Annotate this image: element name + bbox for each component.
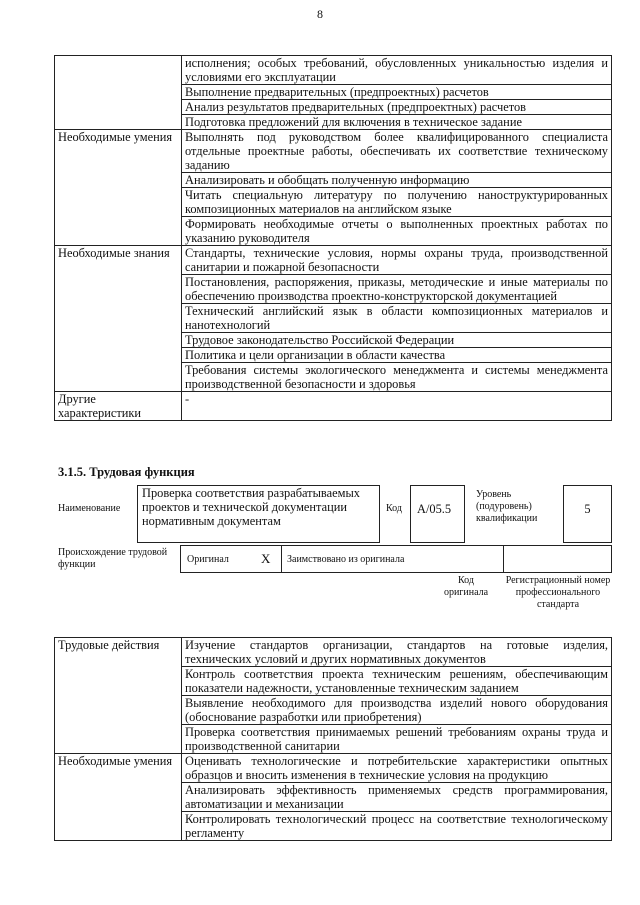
level-value: 5 (584, 502, 591, 516)
skills-table-continued (54, 55, 612, 421)
row-text: Анализировать эффективность применяемых средств программирования, автоматизации и механизации (182, 783, 612, 812)
code-value: А/05.5 (417, 502, 452, 516)
divider (503, 546, 504, 572)
table-row (55, 246, 612, 275)
origin-label: Происхождение трудовой функции (58, 547, 168, 570)
row-text: Подготовка предложений для включения в техническое задание (182, 115, 612, 130)
row-text: Политика и цели организации в области качества (182, 348, 612, 363)
original-mark: X (261, 551, 271, 566)
row-text: Оценивать технологические и потребительские характеристики опытных образцов и вносить изменения в технические условия на продукцию (182, 754, 612, 783)
table-row (55, 392, 612, 421)
origin-box (180, 545, 612, 573)
row-text: Проверка соответствия принимаемых решений требованиям охраны труда и производственной санитарии (182, 725, 612, 754)
divider (281, 546, 282, 572)
function-name-box (137, 485, 380, 543)
table-row (55, 56, 612, 85)
row-text: - (182, 392, 612, 421)
row-text: Выполнять под руководством более квалифицированного специалиста отдельные проектные работы, обеспечивать их соответствие техническому заданию (182, 130, 612, 173)
row-text: Требования системы экологического менеджмента и системы менеджмента производственной безопасности и здоровья (182, 363, 612, 392)
row-text: Контроль соответствия проекта техническим решениям, обеспечивающим показатели надежности, установленные техническим заданием (182, 667, 612, 696)
row-label: Другие характеристики (55, 392, 182, 421)
table-row (55, 130, 612, 173)
name-label: Наименование (58, 503, 121, 514)
labor-function-table (54, 637, 612, 841)
row-label: Трудовые действия (55, 638, 182, 754)
page-number: 8 (317, 7, 323, 21)
table-row (55, 754, 612, 783)
section-heading: 3.1.5. Трудовая функция (58, 465, 195, 479)
row-text: Выполнение предварительных (предпроектных) расчетов (182, 85, 612, 100)
row-text: Постановления, распоряжения, приказы, методические и иные материалы по обеспечению производства проектно-конструкторской документацией (182, 275, 612, 304)
row-text: Изучение стандартов организации, стандартов на готовые изделия, технических условий и других нормативных документов (182, 638, 612, 667)
function-name: Проверка соответствия разрабатываемых проектов и технической документации нормативным документам (142, 486, 360, 528)
table-row (55, 638, 612, 667)
row-text: Анализ результатов предварительных (предпроектных) расчетов (182, 100, 612, 115)
row-text: Стандарты, технические условия, нормы охраны труда, производственной санитарии и пожарной безопасности (182, 246, 612, 275)
row-text: Читать специальную литературу по получению наноструктурированных композиционных материалов на английском языке (182, 188, 612, 217)
row-label: Необходимые умения (55, 754, 182, 841)
level-box (563, 485, 612, 543)
row-text: Формировать необходимые отчеты о выполненных проектных работах по указанию руководителя (182, 217, 612, 246)
row-text: Трудовое законодательство Российской Федерации (182, 333, 612, 348)
row-text: Выявление необходимого для производства изделий нового оборудования (обоснование разработки или приобретения) (182, 696, 612, 725)
code-box (410, 485, 465, 543)
borrowed-label: Заимствовано из оригинала (287, 554, 405, 565)
row-label: Необходимые знания (55, 246, 182, 392)
code-original-caption: Код оригинала (443, 575, 489, 598)
row-label (55, 56, 182, 130)
row-text: Технический английский язык в области композиционных материалов и нанотехнологий (182, 304, 612, 333)
code-label: Код (386, 503, 402, 514)
row-text: Контролировать технологический процесс на соответствие технологическому регламенту (182, 812, 612, 841)
row-text: Анализировать и обобщать полученную информацию (182, 173, 612, 188)
row-text: исполнения; особых требований, обусловленных уникальностью изделия и условиями его эксплуатации (182, 56, 612, 85)
reg-number-caption: Регистрационный номер профессионального стандарта (505, 575, 611, 610)
row-label: Необходимые умения (55, 130, 182, 246)
original-label: Оригинал (187, 554, 229, 565)
level-label: Уровень (подуровень) квалификации (476, 489, 538, 524)
